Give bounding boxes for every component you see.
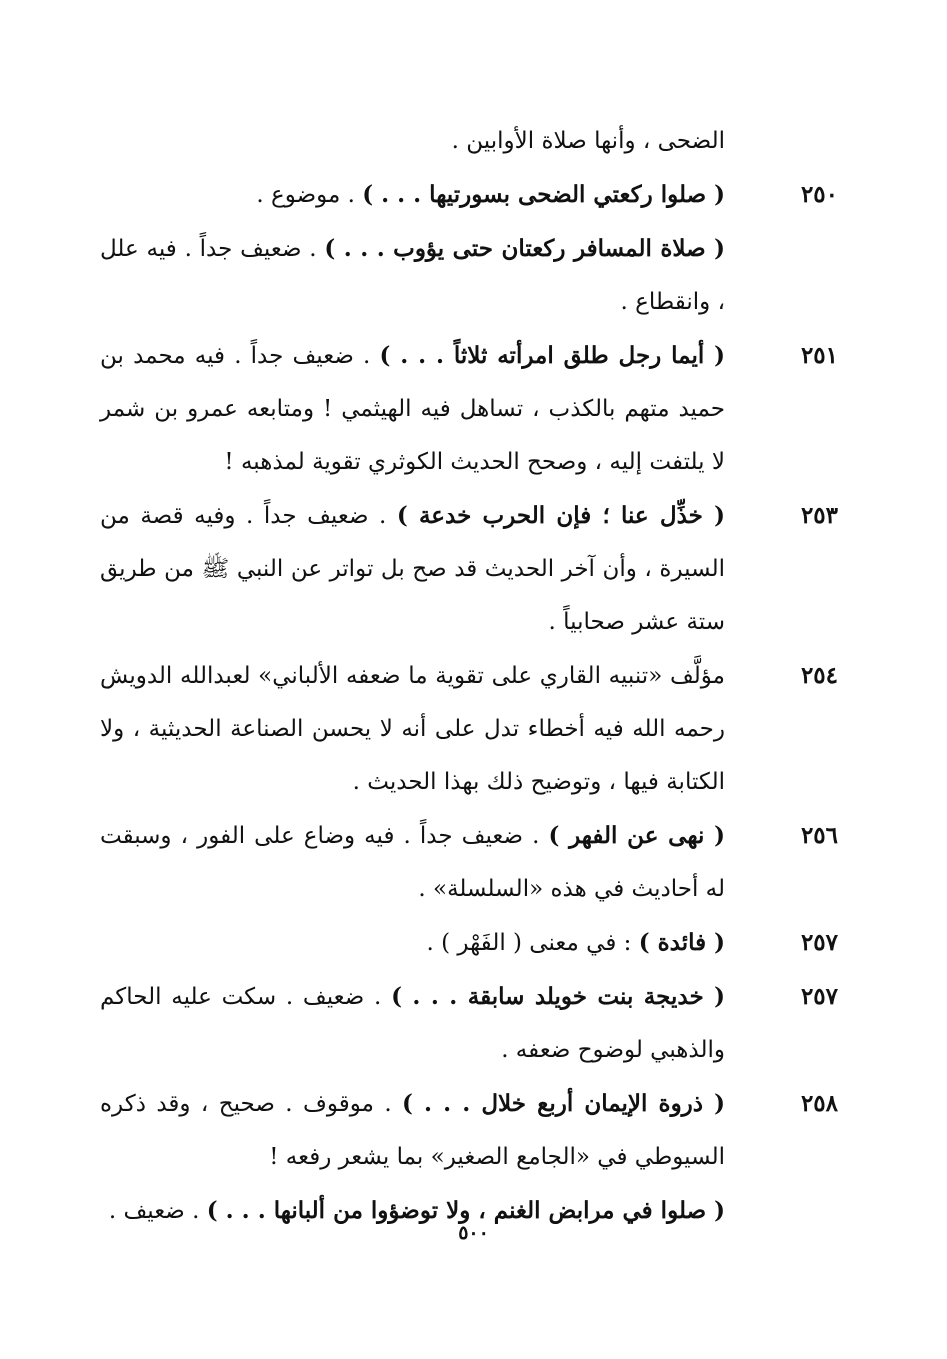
hadith-quote: ( نهى عن الفهر ) [548,822,725,849]
hadith-number: ٢٥٧ [800,929,838,956]
hadith-quote: ( أيما رجل طلق امرأته ثلاثاً . . . ) [379,342,725,369]
hadith-quote: ( خذِّل عنا ؛ فإن الحرب خدعة ) [396,502,725,529]
hadith-quote: ( صلاة المسافر ركعتان حتى يؤوب . . . ) [324,235,725,262]
entry-text [100,114,725,168]
entry-text [100,329,725,489]
index-entry [100,222,840,329]
hadith-number: ٢٥١ [800,342,838,369]
entry-commentary: . ضعيف . سكت عليه الحاكم والذهبي لوضوح ضعفه . [100,984,725,1063]
index-entry [100,649,840,809]
hadith-quote: ( خديجة بنت خويلد سابقة . . . ) [391,983,725,1010]
hadith-quote: ( ذروة الإيمان أربع خلال . . . ) [402,1090,726,1117]
entry-text [100,916,725,970]
index-entry [100,489,840,649]
hadith-quote: ( فائدة ) [638,929,725,956]
entry-commentary: . ضعيف جداً . وفيه قصة من السيرة ، وأن آخر الحديث قد صح بل تواتر عن النبي ﷺ من طريق ستة عشر صحابياً . [100,503,725,635]
entry-text [100,809,725,916]
entry-commentary: الضحى ، وأنها صلاة الأوابين . [451,128,725,154]
hadith-quote: ( صلوا في مرابض الغنم ، ولا توضؤوا من ألبانها . . . ) [206,1197,725,1224]
index-entry [100,168,840,222]
entry-text [100,649,725,809]
index-entry [100,329,840,489]
index-entry [100,114,840,168]
entry-text [100,970,725,1077]
hadith-number: ٢٥٨ [800,1090,838,1117]
index-entry [100,970,840,1077]
index-entries [100,114,840,1238]
entry-commentary: . ضعيف جداً . فيه علل ، وانقطاع . [100,236,725,315]
hadith-number: ٢٥٤ [800,662,838,689]
entry-commentary: . موقوف . صحيح ، وقد ذكره السيوطي في «الجامع الصغير» بما يشعر رفعه ! [100,1091,725,1170]
entry-text [100,168,725,222]
entry-commentary: . ضعيف . [108,1198,207,1224]
hadith-quote: ( صلوا ركعتي الضحى بسورتيها . . . ) [362,181,725,208]
entry-text [100,222,725,329]
page-number: ٥٠٠ [458,1222,489,1244]
entry-text [100,1077,725,1184]
index-entry [100,916,840,970]
entry-text [100,489,725,649]
hadith-number: ٢٥٣ [800,502,838,529]
hadith-number: ٢٥٧ [800,983,838,1010]
index-entry [100,1077,840,1184]
entry-commentary: مؤلَّف «تنبيه القاري على تقوية ما ضعفه الألباني» لعبدالله الدويش رحمه الله فيه أخطاء تدل على أنه لا يحسن الصناعة الحديثية ، ولا الكتابة فيها ، وتوضيح ذلك بهذا الحديث . [100,663,725,795]
entry-commentary: : في معنى ( الفَهْر ) . [426,930,639,956]
entry-commentary: . موضوع . [256,182,363,208]
entry-commentary: . ضعيف جداً . فيه محمد بن حميد متهم بالكذب ، تساهل فيه الهيثمي ! ومتابعه عمرو بن شمر لا يلتفت إليه ، وصحح الحديث الكوثري تقوية لمذهبه ! [100,343,725,475]
hadith-number: ٢٥٠ [800,181,838,208]
hadith-number: ٢٥٦ [800,822,838,849]
index-entry [100,809,840,916]
entry-commentary: . ضعيف جداً . فيه وضاع على الفور ، وسبقت له أحاديث في هذه «السلسلة» . [100,823,725,902]
